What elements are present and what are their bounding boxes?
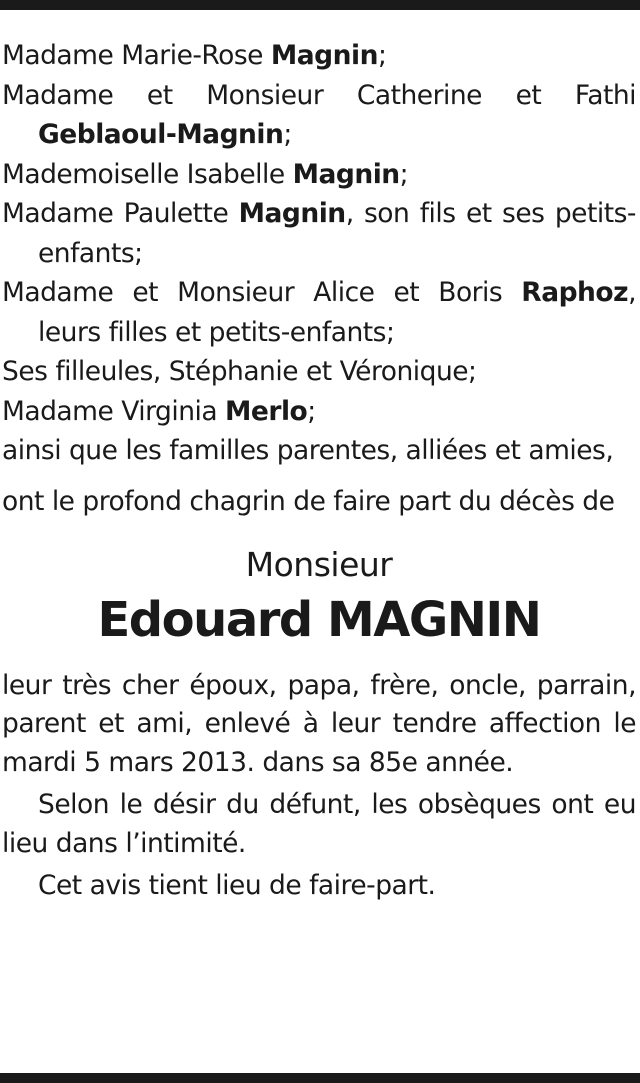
announcement-intro: ont le profond chagrin de faire part du décès de [2, 485, 615, 517]
family-line-text: Madame Marie-Rose [2, 40, 271, 71]
family-surname: Magnin [238, 198, 346, 229]
family-line [2, 155, 636, 195]
family-surname: Merlo [225, 395, 308, 427]
family-surname: Raphoz [521, 277, 629, 308]
obituary-notice [2, 36, 636, 906]
deceased-honorific: Monsieur [245, 544, 393, 584]
family-surname: Magnin [292, 158, 400, 190]
family-line [2, 194, 636, 273]
family-line-text: ainsi que les familles parentes, alliées et amies, [2, 435, 614, 466]
family-line-text: Ses filleules, Stéphanie et Véronique; [2, 356, 477, 387]
family-list [2, 36, 636, 471]
family-line [2, 76, 636, 155]
top-border-rule [0, 0, 640, 10]
family-surname: Magnin [270, 40, 378, 71]
family-line-suffix: ; [307, 395, 316, 427]
family-line-suffix: ; [283, 119, 292, 150]
bottom-border-rule [0, 1073, 640, 1083]
family-line-suffix: ; [377, 40, 387, 71]
tribute-paragraph: leur très cher époux, papa, frère, oncle, parrain, parent et ami, enlevé à leur tendre affection le mardi 5 mars 2013. dans sa 85e année. [2, 669, 636, 778]
family-line [2, 36, 636, 76]
family-line-text: Madame Virginia [2, 395, 226, 427]
family-line-text: Madame et Monsieur Alice et Boris [2, 277, 522, 308]
family-line [2, 431, 636, 471]
family-line-text: Mademoiselle Isabelle [2, 158, 293, 190]
family-line-suffix: ; [399, 158, 409, 190]
deceased-name: Edouard MAGNIN [97, 591, 541, 648]
family-line-text: Madame et Monsieur Catherine et Fathi [2, 79, 636, 111]
family-line [2, 392, 636, 432]
family-line-suffix: , leurs filles et petits-enfants; [38, 277, 636, 348]
family-surname: Geblaoul-Magnin [38, 119, 284, 150]
family-line [2, 352, 636, 392]
notice-body [2, 667, 636, 906]
closing-paragraph: Cet avis tient lieu de faire-part. [38, 870, 436, 901]
family-line-suffix: , son fils et ses petits-enfants; [38, 198, 636, 269]
family-line [2, 273, 636, 352]
family-line-text: Madame Paulette [2, 198, 239, 229]
funeral-paragraph: Selon le désir du défunt, les obsèques ont eu lieu dans l’intimité. [2, 789, 636, 859]
